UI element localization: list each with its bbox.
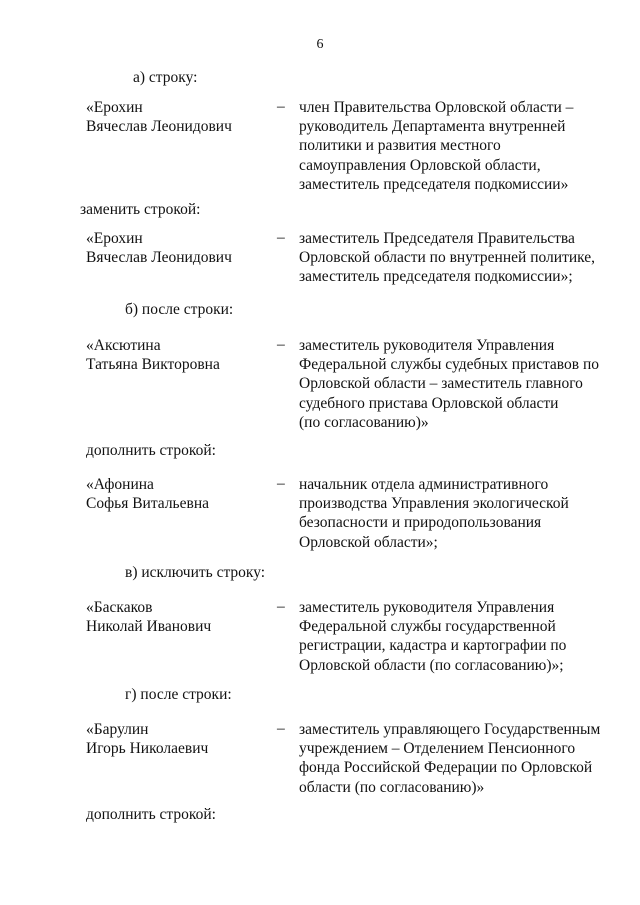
entry-description — [299, 229, 595, 287]
entry-name-line: Софья Витальевна — [86, 495, 209, 513]
entry-name-line: Игорь Николаевич — [86, 740, 209, 758]
entry-description — [299, 98, 573, 194]
entry-desc-line: Орловской области»; — [299, 533, 438, 551]
entry-desc-line: регистрации, кадастра и картографии по — [299, 637, 567, 655]
entry-name — [86, 598, 211, 636]
entry-dash: – — [277, 229, 285, 246]
item-a-label: а) строку: — [133, 69, 198, 86]
entry-desc-line: Орловской области по внутренней политике, — [299, 249, 596, 267]
entry-description — [299, 598, 566, 675]
entry-desc-line: заместитель председателя подкомиссии» — [299, 175, 569, 193]
entry-dash: – — [277, 98, 285, 115]
entry-desc-line: политики и развития местного — [299, 137, 501, 155]
entry-desc-line: заместитель Председателя Правительства — [299, 230, 575, 247]
entry-name-line: Татьяна Викторовна — [86, 356, 220, 374]
add-label-1: дополнить строкой: — [86, 442, 216, 459]
page-number: 6 — [316, 37, 324, 52]
entry-name-line: Вячеслав Леонидович — [86, 249, 232, 267]
entry-description — [299, 475, 569, 552]
entry-name-line: «Ерохин — [86, 99, 143, 116]
entry-desc-line: заместитель руководителя Управления — [299, 337, 555, 354]
entry-dash: – — [277, 720, 285, 737]
entry-desc-line: член Правительства Орловской области – — [299, 99, 574, 116]
entry-desc-line: руководитель Департамента внутренней — [299, 118, 566, 136]
replace-label: заменить строкой: — [80, 201, 201, 218]
entry-dash: – — [277, 336, 285, 353]
entry-desc-line: начальник отдела административного — [299, 476, 549, 493]
entry-name — [86, 229, 232, 267]
item-g-label: г) после строки: — [125, 686, 232, 703]
entry-name-line: «Аксютина — [86, 337, 161, 354]
entry-desc-line: Орловской области – заместитель главного — [299, 375, 583, 393]
entry-name-line: «Барулин — [86, 721, 149, 738]
entry-desc-line: заместитель председателя подкомиссии»; — [299, 268, 573, 286]
entry-name-line: Николай Иванович — [86, 618, 212, 636]
entry-name-line: «Афонина — [86, 476, 154, 493]
entry-name-line: «Баскаков — [86, 599, 153, 616]
entry-description — [299, 720, 600, 797]
item-v-label: в) исключить строку: — [125, 564, 266, 581]
entry-name — [86, 98, 232, 136]
entry-name-line: Вячеслав Леонидович — [86, 118, 232, 136]
entry-desc-line: фонда Российской Федерации по Орловской — [299, 759, 593, 777]
entry-desc-line: заместитель руководителя Управления — [299, 599, 555, 616]
add-label-2: дополнить строкой: — [86, 806, 216, 823]
entry-desc-line: учреждением – Отделением Пенсионного — [299, 740, 576, 758]
entry-name-line: «Ерохин — [86, 230, 143, 247]
entry-desc-line: судебного пристава Орловской области — [299, 394, 559, 412]
item-b-label: б) после строки: — [125, 301, 234, 318]
entry-desc-line: Орловской области (по согласованию)»; — [299, 656, 564, 674]
entry-name — [86, 475, 209, 513]
entry-desc-line: Федеральной службы судебных приставов по — [299, 356, 600, 374]
entry-description — [299, 336, 599, 432]
entry-desc-line: заместитель управляющего Государственным — [299, 721, 601, 738]
entry-desc-line: (по согласованию)» — [299, 413, 429, 431]
entry-desc-line: Федеральной службы государственной — [299, 618, 556, 636]
entry-dash: – — [277, 475, 285, 492]
entry-desc-line: производства Управления экологической — [299, 495, 569, 513]
entry-name — [86, 336, 220, 374]
entry-name — [86, 720, 208, 758]
entry-dash: – — [277, 598, 285, 615]
entry-desc-line: области (по согласованию)» — [299, 778, 485, 796]
entry-desc-line: безопасности и природопользования — [299, 514, 542, 532]
entry-desc-line: самоуправления Орловской области, — [299, 156, 541, 174]
